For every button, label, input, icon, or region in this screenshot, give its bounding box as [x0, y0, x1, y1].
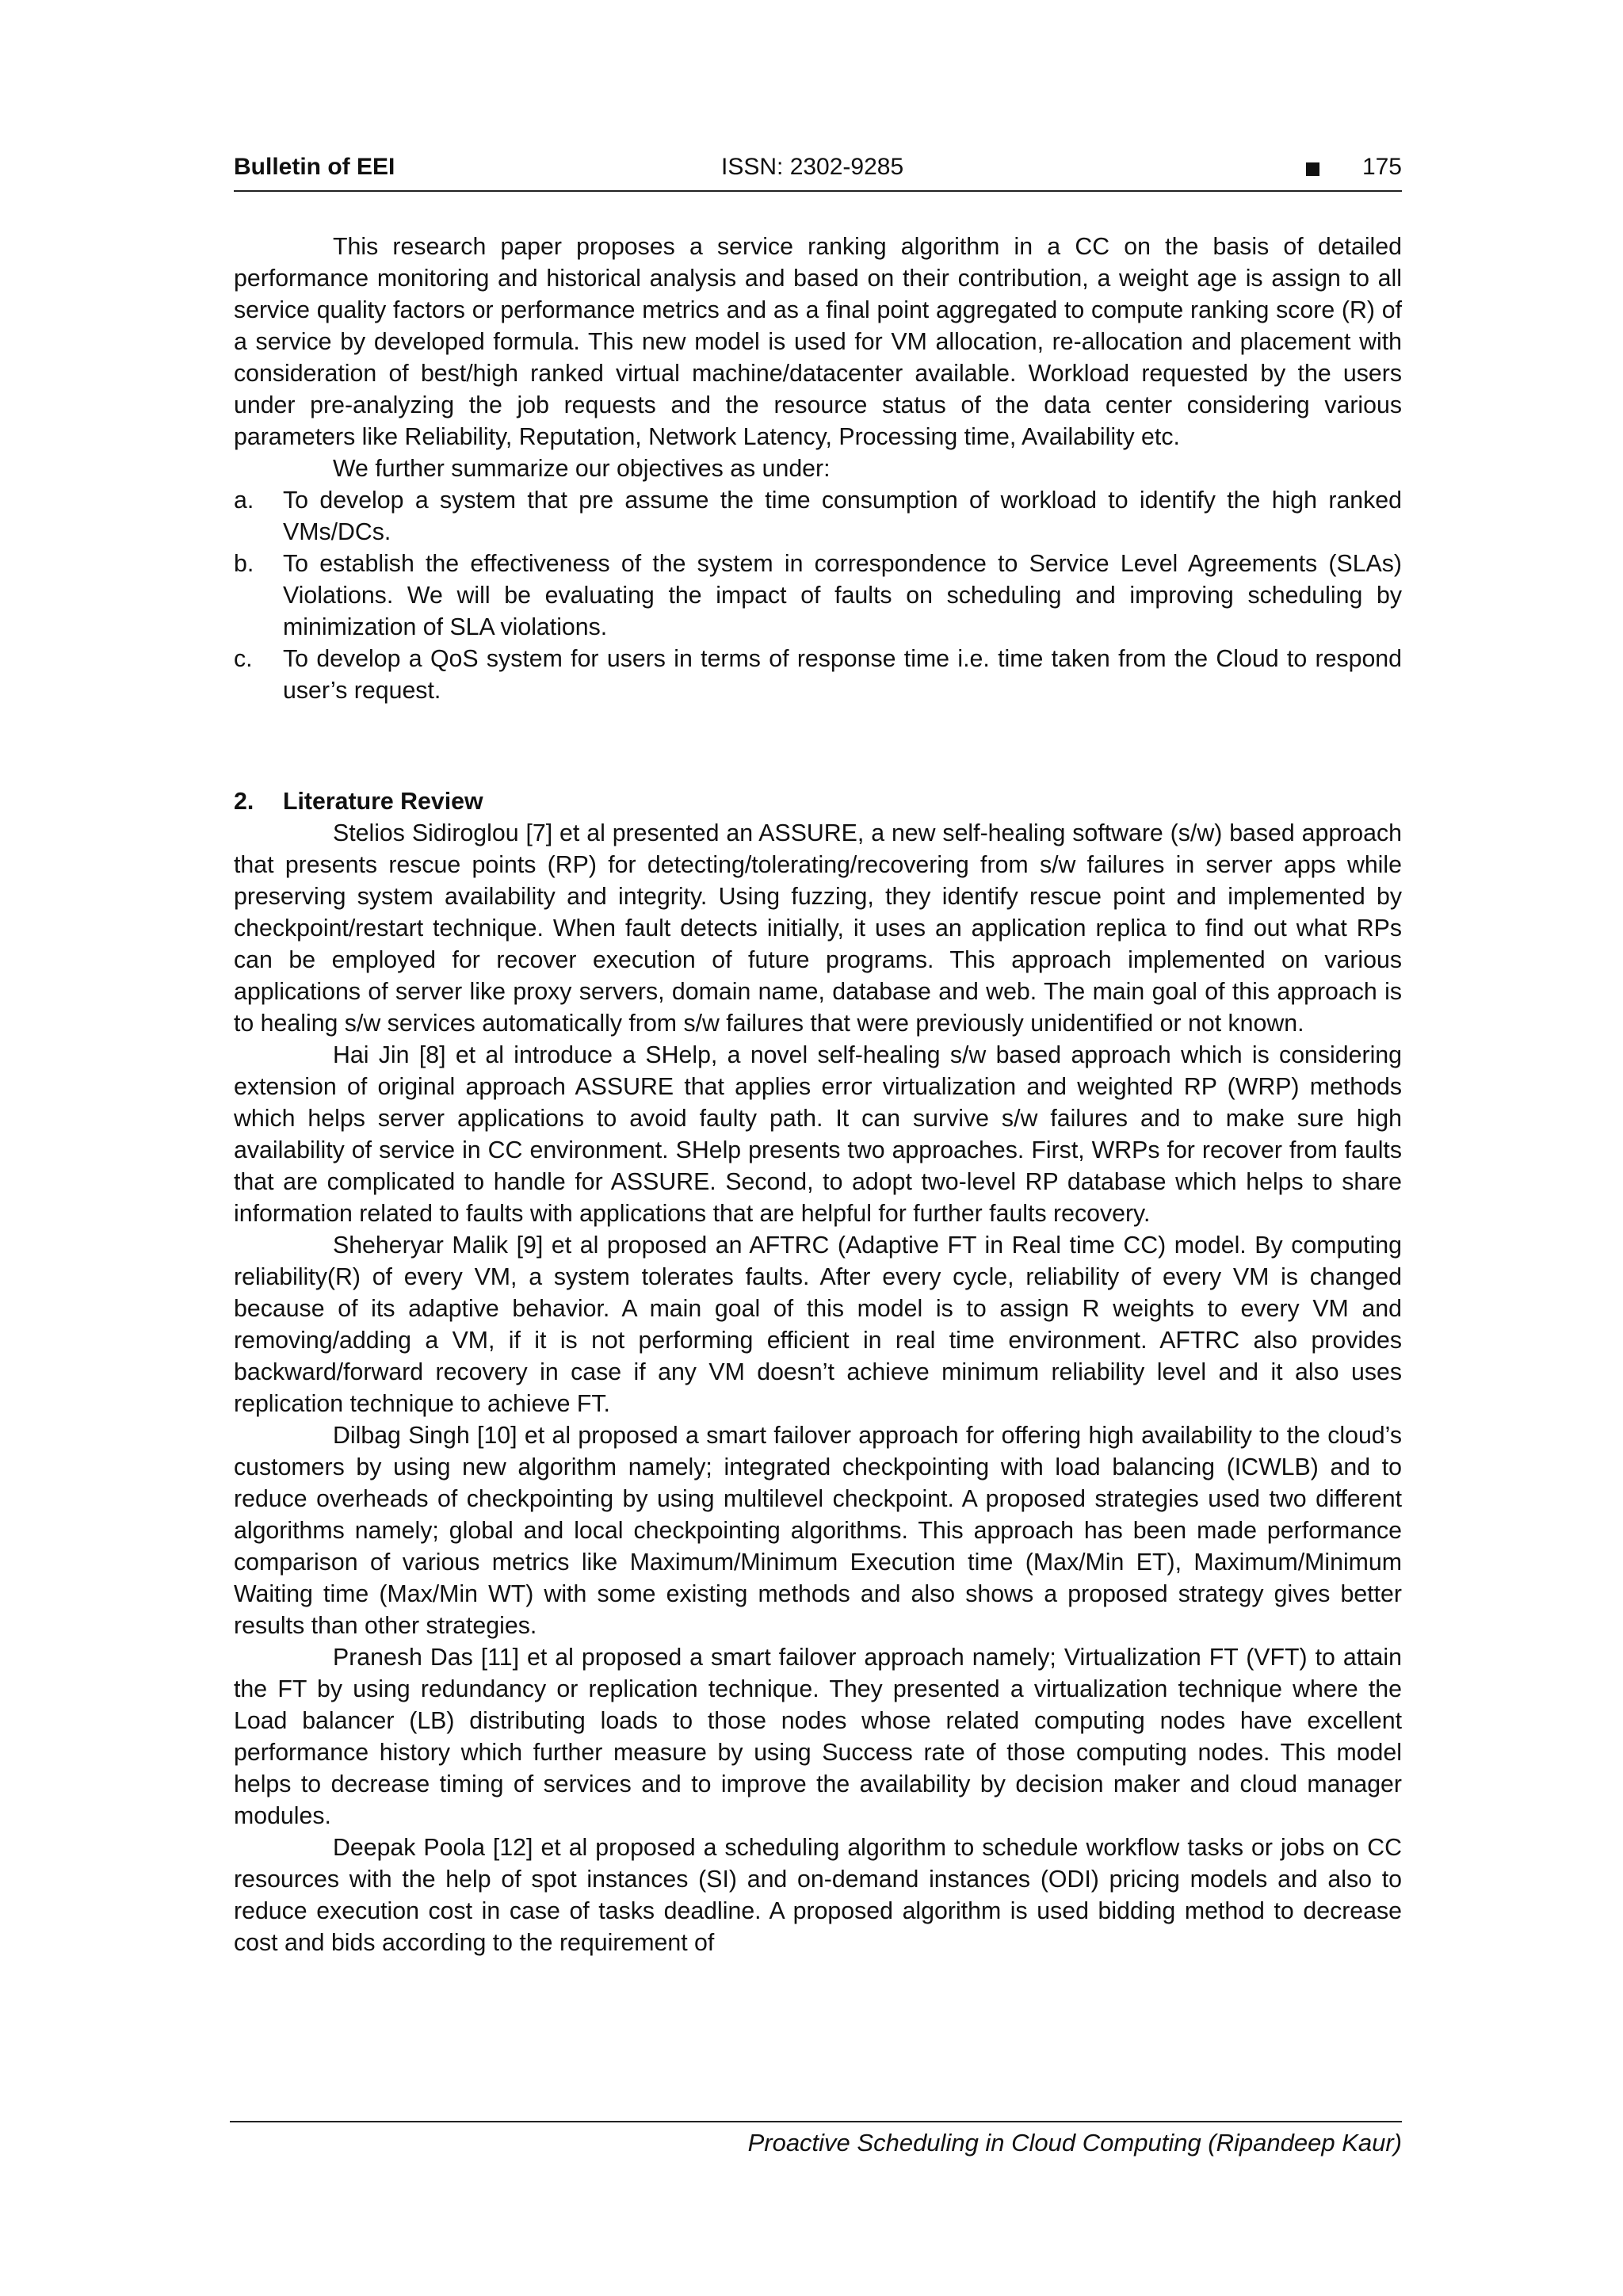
literature-paragraph: Pranesh Das [11] et al proposed a smart failover approach namely; Virtualization FT (VFT) to attain the FT by using redundancy or replication technique. They presented a virtualization technique where the Load balancer (LB) distributing loads to those nodes whose related computing nodes have excellent performance history which further measure by using Success rate of those computing nodes. This model helps to decrease timing of services and to improve the availability by decision maker and cloud manager modules.	[234, 1645, 1402, 1829]
list-item	[234, 548, 1402, 644]
section-heading	[234, 786, 1402, 818]
intro-paragraph: This research paper proposes a service ranking algorithm in a CC on the basis of detailed performance monitoring and historical analysis and based on their contribution, a weight age is assign to all service quality factors or performance metrics and as a final point aggregated to compute ranking score (R) of a service by developed formula. This new model is used for VM allocation, re-allocation and placement with consideration of best/high ranked virtual machine/datacenter available. Workload requested by the users under pre-analyzing the job requests and the resource status of the data center considering various parameters like Reliability, Reputation, Network Latency, Processing time, Availability etc.	[234, 234, 1402, 450]
list-marker: b.	[234, 551, 254, 577]
literature-paragraph: Stelios Sidiroglou [7] et al presented an ASSURE, a new self-healing software (s/w) based approach that presents rescue points (RP) for detecting/tolerating/recovering from s/w failures in server apps while preserving system availability and integrity. Using fuzzing, they identify rescue point and implemented by checkpoint/restart technique. When fault detects initially, it uses an application replica to find out what RPs can be employed for recover execution of future programs. This approach implemented on various applications of server like proxy servers, domain name, database and web. The main goal of this approach is to healing s/w services automatically from s/w failures that were previously unidentified or not known.	[234, 820, 1402, 1037]
journal-name: Bulletin of EEI	[234, 154, 395, 180]
list-item	[234, 485, 1402, 548]
objectives-intro: We further summarize our objectives as under:	[333, 456, 831, 482]
section-number: 2.	[234, 789, 254, 815]
list-item-text: To develop a system that pre assume the time consumption of workload to identify the high ranked VMs/DCs.	[283, 487, 1402, 545]
literature-paragraph: Deepak Poola [12] et al proposed a scheduling algorithm to schedule workflow tasks or jobs on CC resources with the help of spot instances (SI) and on-demand instances (ODI) pricing models and also to reduce execution cost in case of tasks deadline. A proposed algorithm is used bidding method to decrease cost and bids according to the requirement of	[234, 1835, 1402, 1956]
issn: ISSN: 2302-9285	[721, 154, 904, 180]
page-body	[234, 231, 1402, 1959]
list-item-text: To develop a QoS system for users in terms of response time i.e. time taken from the Cloud to respond user’s request.	[283, 646, 1402, 704]
literature-paragraph: Sheheryar Malik [9] et al proposed an AFTRC (Adaptive FT in Real time CC) model. By computing reliability(R) of every VM, a system tolerates faults. After every cycle, reliability of every VM is changed because of its adaptive behavior. A main goal of this model is to assign R weights to every VM and removing/adding a VM, if it is not performing efficient in real time environment. AFTRC also provides backward/forward recovery in case if any VM doesn’t achieve minimum reliability level and it also uses replication technique to achieve FT.	[234, 1232, 1402, 1417]
page-header	[234, 154, 1402, 192]
running-title: Proactive Scheduling in Cloud Computing (Ripandeep Kaur)	[747, 2129, 1402, 2157]
square-bullet-icon	[1306, 162, 1319, 176]
page-footer	[230, 2121, 1402, 2157]
literature-paragraph: Hai Jin [8] et al introduce a SHelp, a novel self-healing s/w based approach which is considering extension of original approach ASSURE that applies error virtualization and weighted RP (WRP) methods which helps server applications to avoid faulty path. It can survive s/w failures and to make sure high availability of service in CC environment. SHelp presents two approaches. First, WRPs for recover from faults that are complicated to handle for ASSURE. Second, to adopt two-level RP database which helps to share information related to faults with applications that are helpful for further faults recovery.	[234, 1042, 1402, 1227]
page-number: 175	[1361, 154, 1402, 180]
objectives-list	[234, 485, 1402, 707]
literature-paragraph: Dilbag Singh [10] et al proposed a smart failover approach for offering high availability to the cloud’s customers by using new algorithm namely; integrated checkpointing with load balancing (ICWLB) and to reduce overheads of checkpointing by using multilevel checkpoint. A proposed strategies used two different algorithms namely; global and local checkpointing algorithms. This approach has been made performance comparison of various metrics like Maximum/Minimum Execution time (Max/Min ET), Maximum/Minimum Waiting time (Max/Min WT) with some existing methods and also shows a proposed strategy gives better results than other strategies.	[234, 1423, 1402, 1639]
list-marker: c.	[234, 646, 253, 672]
list-item	[234, 644, 1402, 707]
list-item-text: To establish the effectiveness of the system in correspondence to Service Level Agreements (SLAs) Violations. We will be evaluating the impact of faults on scheduling and improving scheduling by minimization of SLA violations.	[283, 551, 1402, 640]
list-marker: a.	[234, 487, 254, 514]
section-title: Literature Review	[283, 789, 483, 815]
